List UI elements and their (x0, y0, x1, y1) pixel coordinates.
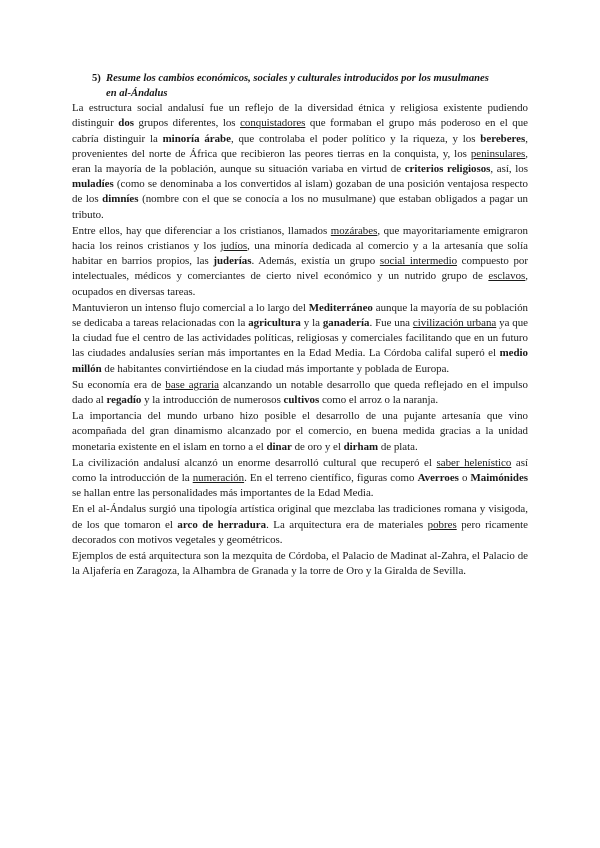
paragraph (72, 378, 528, 408)
text-run: Entre ellos, hay que diferenciar a los cristianos, llamados (72, 224, 331, 237)
bold-term: muladíes (72, 178, 114, 191)
text-run: En el al-Ándalus surgió una tipología artística original que mezclaba las tradiciones romana y visigoda, de los que tomaron el (72, 503, 528, 531)
question-number: 5) (92, 73, 101, 84)
text-run: . La arquitectura era de materiales (266, 518, 428, 531)
text-run: y la introducción de numerosos (141, 394, 284, 407)
text-run: . Fue una (369, 317, 413, 330)
bold-term: medio millón (72, 347, 528, 375)
bold-term: dimníes (102, 193, 139, 206)
text-run: así como la introducción de la (72, 456, 528, 485)
text-run: , eran la mayoría de la población, aunque su situación variaba en virtud de (72, 147, 528, 175)
text-run: ya que la ciudad fue el centro de las actividades políticas, religiosas y comerciales facilitando que en un futuro las ciudades andalusíes serían más importantes en la Edad Media. La Córdoba califal superó el (72, 317, 529, 360)
bold-term: bereberes (480, 132, 526, 145)
text-run: (como se denominaba a los convertidos al islam) gozaban de una posición ventajosa respecto de los (72, 178, 528, 206)
underlined-term: conquistadores (240, 117, 306, 130)
text-run: . Además, existía un grupo (251, 255, 380, 268)
text-run: . En el terreno científico, figuras como (244, 472, 418, 485)
underlined-term: social intermedio (379, 255, 458, 268)
text-run: , que controlaba el poder político y la riqueza, y los (230, 132, 481, 145)
text-run: , que mayoritariamente emigraron hacia los reinos cristianos y los (72, 224, 528, 253)
bold-term: minoría árabe (162, 132, 231, 145)
question-title-line-1: Resume los cambios económicos, sociales y culturales introducidos por los musulmanes (106, 73, 489, 84)
text-run: como el arroz o la naranja. (319, 394, 439, 407)
text-run: , una minoría dedicada al comercio y a la artesanía que solía habitar en barrios propios, las (72, 240, 528, 268)
text-run: de oro y el (291, 440, 344, 453)
paragraph (72, 456, 528, 502)
text-run: alcanzando un notable desarrollo que queda reflejado en el impulso dado al (72, 378, 528, 407)
text-run: de plata. (378, 440, 418, 453)
underlined-term: peninsulares (470, 147, 526, 160)
text-run: , provenientes del norte de África que recibieron las peores tierras en la conquista, y, los (72, 132, 528, 160)
paragraph (72, 301, 528, 377)
text-run: pero ricamente decorados con motivos vegetales y geométricos. (72, 518, 528, 546)
question-heading (72, 72, 528, 101)
text-run: La importancia del mundo urbano hizo posible el desarrollo de una pujante artesanía que vino acompañada del gran dinamismo alcanzado por el comercio, en buena medida gracias a la unidad monetaria existente en el islam en torno a el (72, 410, 528, 453)
text-run: aunque la mayoría de su población se dedicaba a tareas relacionadas con la (72, 301, 528, 330)
text-run: (nombre con el que se conocía a los no musulmane) que estaban obligados a pagar un tributo. (72, 193, 528, 221)
underlined-term: esclavos (488, 270, 526, 283)
text-run: y la (300, 317, 323, 330)
text-run: se hallan entre las personalidades más importantes de la Edad Media. (72, 487, 374, 500)
bold-term: juderías (213, 255, 252, 268)
underlined-term: numeración (192, 472, 245, 485)
bold-term: Mediterráneo (308, 301, 373, 314)
text-run: o (458, 472, 471, 485)
text-run: Su economía era de (72, 378, 166, 391)
question-title-line-2: en al-Ándalus (106, 87, 168, 99)
bold-term: agricultura (248, 317, 301, 330)
text-run: La estructura social andalusí fue un reflejo de la diversidad étnica y religiosa existente pudiendo distinguir (72, 102, 528, 130)
underlined-term: judíos (220, 240, 248, 253)
paragraph (72, 549, 528, 579)
text-run: que formaban el grupo más poderoso en el que cabría distinguir la (72, 117, 528, 145)
bold-term: dos (118, 117, 135, 130)
bold-term: criterios religiosos (404, 163, 491, 175)
answer-body (72, 101, 528, 579)
underlined-term: base agraria (165, 378, 219, 391)
bold-term: cultivos (283, 394, 320, 407)
underlined-term: saber helenístico (436, 456, 512, 469)
bold-term: ganadería (322, 317, 370, 330)
text-run: de habitantes convirtiéndose en la ciudad más importante y poblada de Europa. (101, 362, 450, 375)
text-run: Mantuvieron un intenso flujo comercial a lo largo del (72, 301, 309, 314)
paragraph (72, 502, 528, 548)
bold-term: dinar (266, 440, 292, 453)
text-run: Ejemplos de está arquitectura son la mezquita de Córdoba, el Palacio de Madinat al-Zahra, el Palacio de la Aljafería en Zaragoza, la Alhambra de Granada y la torre de Oro y la Giralda de Sevilla. (72, 550, 528, 578)
underlined-term: pobres (427, 518, 457, 531)
text-run: , así, los (490, 163, 528, 175)
paragraph (72, 224, 528, 300)
text-run: compuesto por intelectuales, médicos y comerciantes de cierto nivel económico y un nutrido grupo de (72, 255, 528, 283)
document-page (72, 72, 528, 580)
underlined-term: civilización urbana (412, 317, 497, 330)
bold-term: Averroes (417, 472, 459, 485)
paragraph (72, 409, 528, 455)
bold-term: dirham (343, 440, 379, 453)
bold-term: Maimónides (470, 472, 529, 485)
underlined-term: mozárabes (330, 224, 378, 237)
text-run: La civilización andalusí alcanzó un enorme desarrolló cultural que recuperó el (72, 456, 437, 469)
text-run: , ocupados en diversas tareas. (72, 270, 528, 298)
bold-term: arco de herradura (177, 518, 267, 531)
bold-term: regadío (106, 394, 142, 407)
text-run: grupos diferentes, los (134, 117, 241, 130)
paragraph (72, 101, 528, 223)
